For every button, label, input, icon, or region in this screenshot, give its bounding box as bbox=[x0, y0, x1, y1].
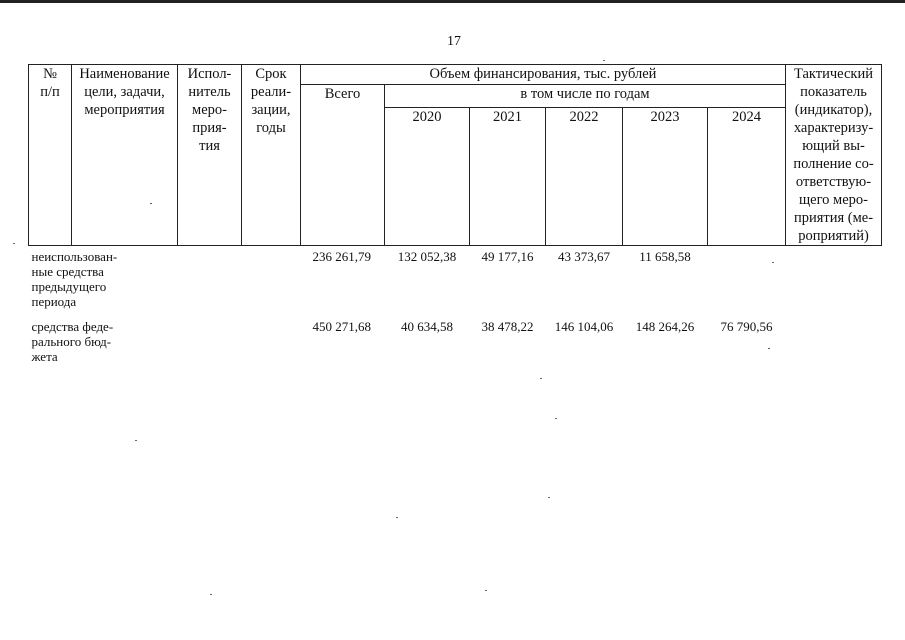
header-by-years: в том числе по годам bbox=[385, 85, 786, 108]
cell-2023: 148 264,26 bbox=[635, 319, 695, 334]
header-indicator: Тактический показатель (индикатор), характеризу- ющий вы- полнение со- ответствую- щего меро- приятия (ме- роприятий) bbox=[786, 65, 882, 246]
table-row bbox=[29, 246, 882, 320]
cell-2021: 38 478,22 bbox=[481, 319, 534, 334]
cell-2023: 11 658,58 bbox=[639, 249, 691, 264]
scan-speck bbox=[150, 203, 152, 204]
header-num: № п/п bbox=[29, 65, 72, 246]
cell-2022: 146 104,06 bbox=[554, 319, 614, 334]
header-total: Всего bbox=[301, 85, 385, 246]
scan-speck bbox=[555, 418, 557, 419]
header-term: Срок реали- зации, годы bbox=[242, 65, 301, 246]
header-year-2020: 2020 bbox=[385, 108, 470, 246]
header-executor: Испол- нитель меро- прия- тия bbox=[178, 65, 242, 246]
header-name: Наименование цели, задачи, мероприятия bbox=[72, 65, 178, 246]
cell-2021: 49 177,16 bbox=[481, 249, 534, 264]
cell-2024: 76 790,56 bbox=[720, 319, 773, 334]
scan-speck bbox=[540, 378, 542, 379]
row-name: неиспользован- ные средства предыдущего периода bbox=[31, 249, 118, 309]
scan-speck bbox=[485, 590, 487, 591]
table-row bbox=[29, 319, 882, 374]
financing-table bbox=[28, 64, 882, 374]
scan-top-edge bbox=[0, 0, 905, 3]
header-year-2024: 2024 bbox=[708, 108, 786, 246]
cell-2020: 132 052,38 bbox=[397, 249, 457, 264]
scan-speck bbox=[603, 60, 605, 61]
scan-speck bbox=[772, 262, 774, 263]
header-financing: Объем финансирования, тыс. рублей bbox=[301, 65, 786, 85]
scan-speck bbox=[13, 243, 15, 244]
header-year-2021: 2021 bbox=[470, 108, 546, 246]
scan-speck bbox=[396, 517, 398, 518]
scan-speck bbox=[135, 440, 137, 441]
scan-speck bbox=[210, 594, 212, 595]
scan-speck bbox=[768, 348, 770, 349]
cell-2024 bbox=[708, 246, 786, 320]
cell-total: 236 261,79 bbox=[312, 249, 371, 264]
cell-total: 450 271,68 bbox=[312, 319, 371, 334]
header-year-2023: 2023 bbox=[623, 108, 708, 246]
page-number: 17 bbox=[447, 34, 461, 49]
cell-2020: 40 634,58 bbox=[401, 319, 453, 334]
row-name: средства феде- рального бюд- жета bbox=[31, 319, 114, 364]
cell-2022: 43 373,67 bbox=[558, 249, 610, 264]
header-year-2022: 2022 bbox=[546, 108, 623, 246]
scan-speck bbox=[548, 497, 550, 498]
